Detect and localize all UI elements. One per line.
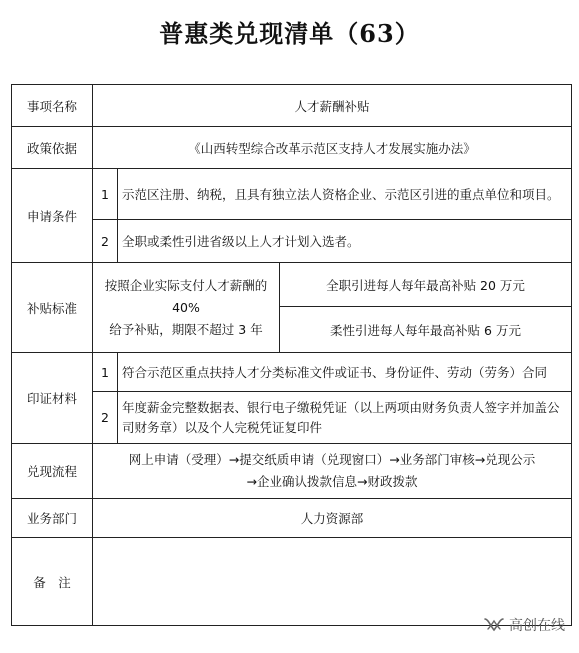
remarks-label: 备 注 [12, 538, 93, 626]
standard-ratio-line1: 按照企业实际支付人才薪酬的 40% [104, 277, 268, 315]
row-department [12, 499, 572, 538]
row-remarks [12, 538, 572, 626]
standard-ratio-cell [93, 263, 280, 353]
process-line1: 网上申请（受理）→提交纸质申请（兑现窗口）→业务部门审核→兑现公示 [128, 452, 536, 467]
row-condition-1 [12, 169, 572, 220]
row-material-2 [12, 392, 572, 444]
process-line2: →企业确认拨款信息→财政拨款 [246, 474, 418, 489]
process-cell [93, 444, 572, 499]
watermark [484, 615, 565, 635]
condition-text: 全职或柔性引进省级以上人才计划入选者。 [118, 220, 572, 263]
material-number: 1 [93, 353, 118, 392]
condition-number: 2 [93, 220, 118, 263]
material-text: 符合示范区重点扶持人才分类标准文件或证书、身份证件、劳动（劳务）合同 [118, 353, 572, 392]
condition-number: 1 [93, 169, 118, 220]
material-text: 年度薪金完整数据表、银行电子缴税凭证（以上两项由财务负责人签字并加盖公司财务章）以及个人完税凭证复印件 [118, 392, 572, 444]
condition-text: 示范区注册、纳税，且具有独立法人资格企业、示范区引进的重点单位和项目。 [118, 169, 572, 220]
remarks-value [93, 538, 572, 626]
watermark-text: 高创在线 [509, 618, 565, 634]
conditions-label: 申请条件 [12, 169, 93, 263]
row-condition-2 [12, 220, 572, 263]
row-process [12, 444, 572, 499]
row-policy-basis [12, 127, 572, 169]
materials-label: 印证材料 [12, 353, 93, 444]
policy-basis-label: 政策依据 [12, 127, 93, 169]
item-name-label: 事项名称 [12, 85, 93, 127]
page-title: 普惠类兑现清单（63） [159, 19, 420, 48]
standard-flexible: 柔性引进每人每年最高补贴 6 万元 [280, 307, 572, 353]
department-label: 业务部门 [12, 499, 93, 538]
row-material-1 [12, 353, 572, 392]
material-number: 2 [93, 392, 118, 444]
cash-list-table [11, 84, 572, 626]
policy-basis-value: 《山西转型综合改革示范区支持人才发展实施办法》 [93, 127, 572, 169]
standard-full-time: 全职引进每人每年最高补贴 20 万元 [280, 263, 572, 307]
row-item-name [12, 85, 572, 127]
row-standard-full-time [12, 263, 572, 307]
item-name-value: 人才薪酬补贴 [93, 85, 572, 127]
standard-label: 补贴标准 [12, 263, 93, 353]
standard-ratio-line2: 给予补贴，期限不超过 3 年 [109, 321, 263, 337]
process-label: 兑现流程 [12, 444, 93, 499]
wechat-channel-icon [484, 616, 504, 634]
department-value: 人力资源部 [93, 499, 572, 538]
